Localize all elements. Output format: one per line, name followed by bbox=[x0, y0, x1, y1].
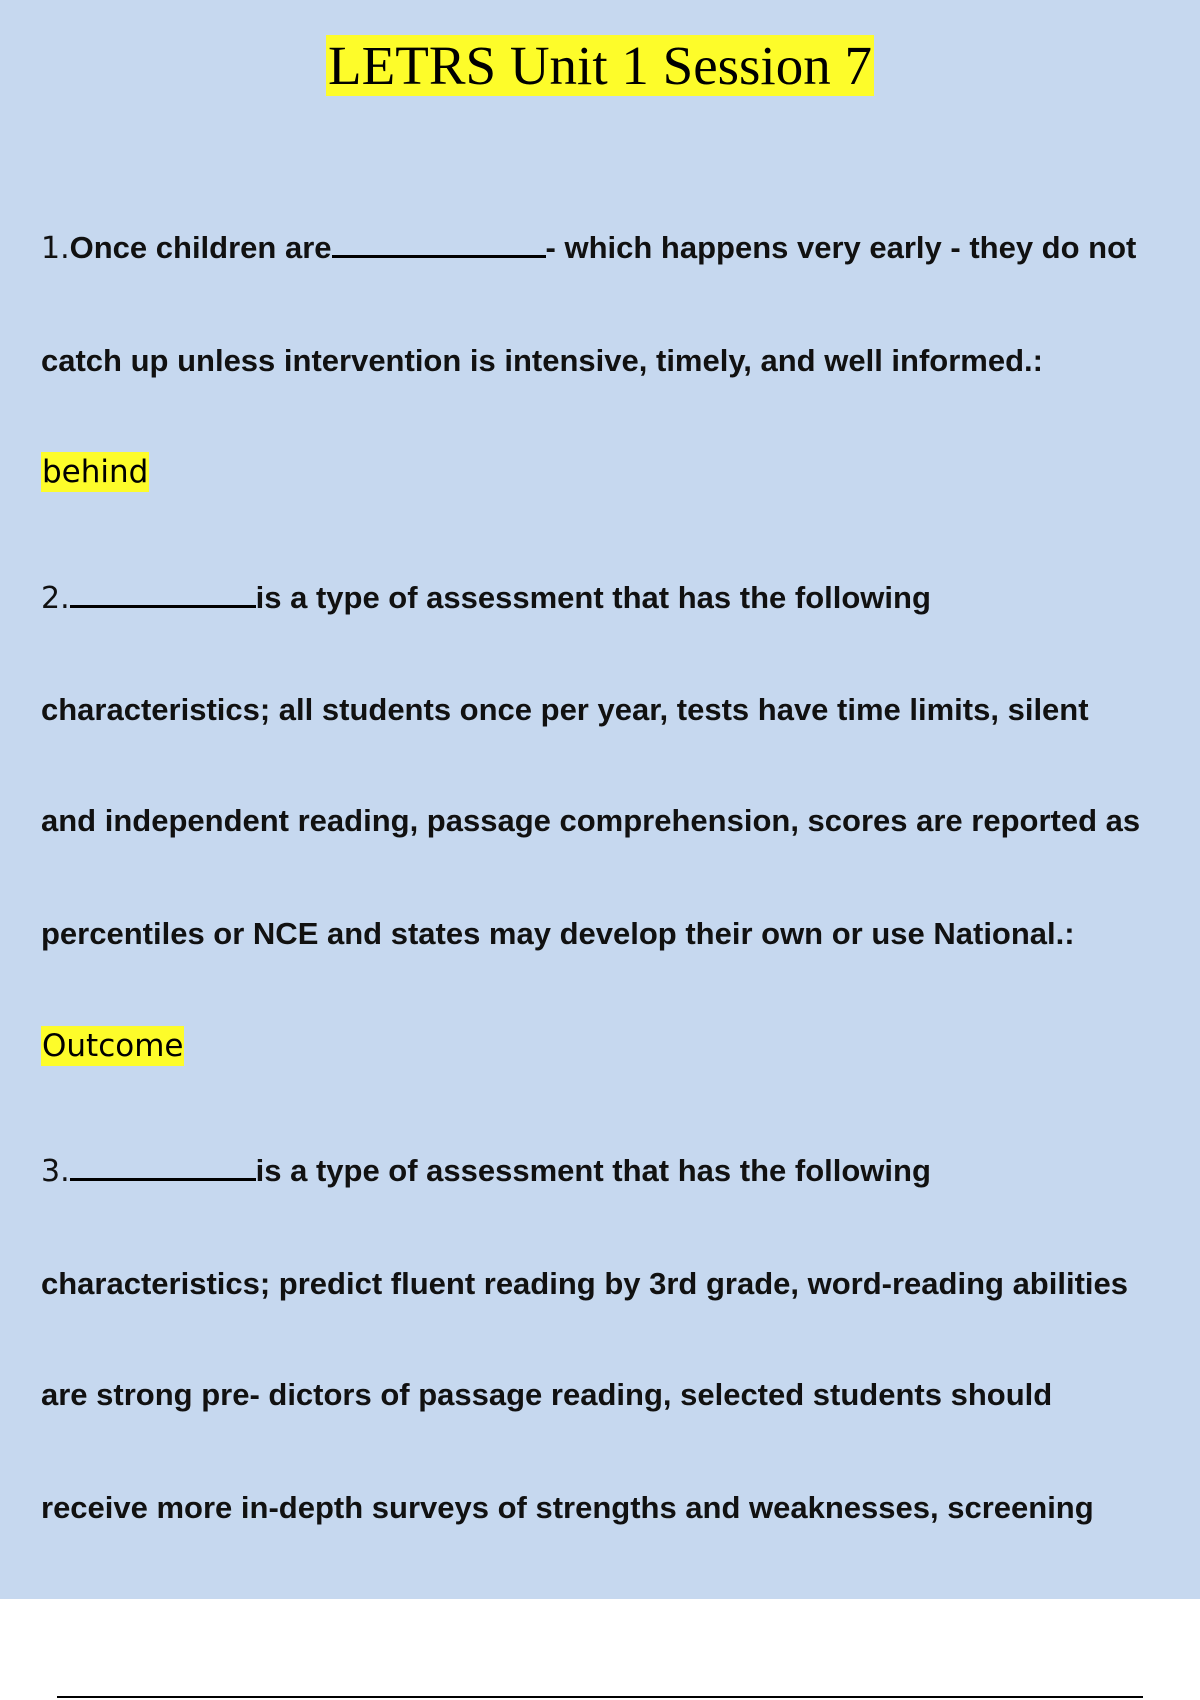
question-3-line-2: characteristics; predict fluent reading by 3rd grade, word-reading abilities bbox=[41, 1266, 1128, 1301]
document-title bbox=[0, 34, 1200, 98]
question-1-line-1 bbox=[41, 228, 1136, 269]
question-2-blank bbox=[70, 581, 256, 608]
question-1-text-before: Once children are bbox=[69, 230, 332, 265]
question-3-text-after: is a type of assessment that has the following bbox=[255, 1153, 931, 1188]
question-3-line-4: receive more in-depth surveys of strengths and weaknesses, screening bbox=[41, 1490, 1094, 1525]
question-2-line-3: and independent reading, passage comprehension, scores are reported as bbox=[41, 803, 1141, 838]
question-2-line-1 bbox=[41, 578, 931, 619]
question-3-number: 3. bbox=[41, 1154, 70, 1189]
question-2-text-after: is a type of assessment that has the following bbox=[255, 580, 931, 615]
question-1-text-after: - which happens very early - they do not bbox=[545, 230, 1137, 265]
question-1-line-2: catch up unless intervention is intensive, timely, and well informed.: bbox=[41, 343, 1043, 378]
question-2-line-4: percentiles or NCE and states may develop their own or use National.: bbox=[41, 916, 1075, 951]
question-3-blank bbox=[70, 1154, 256, 1181]
question-2-line-2: characteristics; all students once per year, tests have time limits, silent bbox=[41, 692, 1089, 727]
question-1-blank bbox=[332, 231, 546, 258]
footer-rule bbox=[57, 1696, 1143, 1698]
question-1-number: 1. bbox=[41, 231, 70, 266]
question-3-line-1 bbox=[41, 1151, 931, 1192]
document-title-text: LETRS Unit 1 Session 7 bbox=[328, 35, 872, 96]
question-2-answer: Outcome bbox=[42, 1028, 184, 1064]
question-2-number: 2. bbox=[41, 581, 70, 616]
question-1-answer: behind bbox=[42, 454, 149, 490]
question-3-line-3: are strong pre- dictors of passage reading, selected students should bbox=[41, 1377, 1053, 1412]
